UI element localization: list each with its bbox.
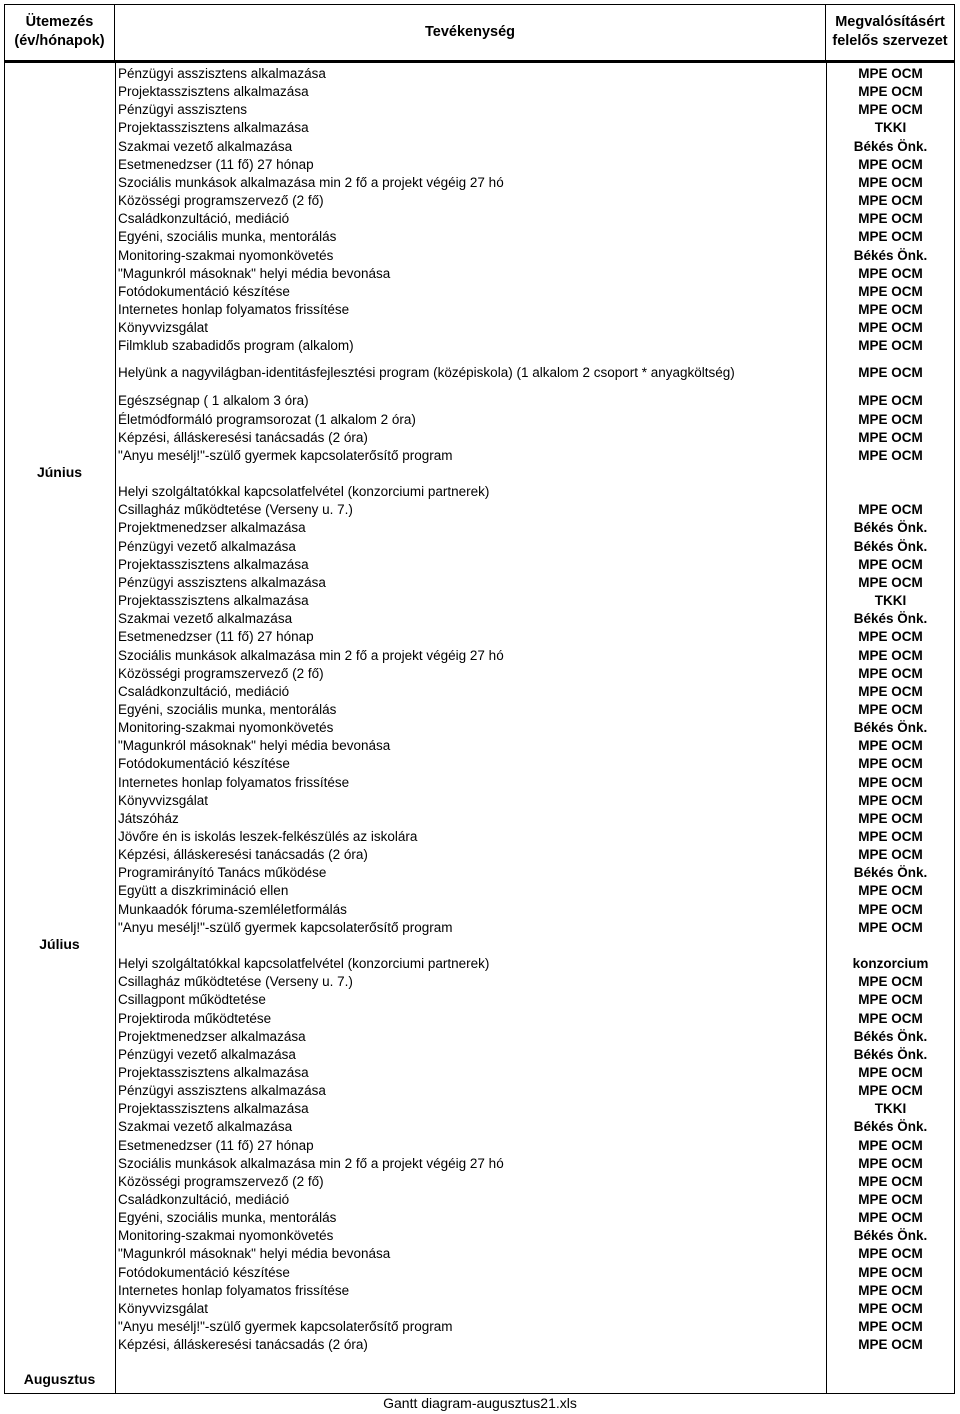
table-row: [4, 937, 955, 955]
responsible-cell: Békés Önk.: [853, 1119, 928, 1135]
activity-cell: Életmódformáló programsorozat (1 alkalom 2 óra): [118, 411, 416, 427]
responsible-cell: MPE OCM: [858, 556, 923, 572]
responsible-cell: konzorcium: [852, 956, 929, 972]
activity-cell: Pénzügyi asszisztens: [118, 102, 248, 118]
responsible-cell: MPE OCM: [858, 629, 923, 645]
activity-cell: Közösségi programszervező (2 fő): [118, 1173, 324, 1189]
responsible-cell: MPE OCM: [858, 447, 923, 463]
responsible-cell: MPE OCM: [858, 974, 923, 990]
responsible-cell: MPE OCM: [858, 393, 923, 409]
responsible-cell: MPE OCM: [858, 283, 923, 299]
activity-cell: Esetmenedzser (11 fő) 27 hónap: [118, 629, 314, 645]
responsible-cell: MPE OCM: [858, 102, 923, 118]
table-row: [4, 610, 955, 628]
responsible-cell: MPE OCM: [858, 1246, 923, 1262]
table-row: [4, 1010, 955, 1028]
table-row: [4, 483, 955, 501]
activity-cell: Projektasszisztens alkalmazása: [118, 593, 309, 609]
table-row: [4, 228, 955, 246]
table-row: [4, 1318, 955, 1336]
table-row: [4, 628, 955, 646]
table-row: [4, 538, 955, 556]
responsible-cell: MPE OCM: [858, 901, 923, 917]
table-row: [4, 465, 955, 483]
responsible-cell: MPE OCM: [858, 1282, 923, 1298]
activity-cell: Filmklub szabadidős program (alkalom): [118, 338, 354, 354]
responsible-cell: MPE OCM: [858, 574, 923, 590]
table-row: [4, 1064, 955, 1082]
table-row: [4, 1300, 955, 1318]
responsible-cell: MPE OCM: [858, 701, 923, 717]
activity-cell: Monitoring-szakmai nyomonkövetés: [118, 720, 334, 736]
responsible-cell: MPE OCM: [858, 1155, 923, 1171]
header-schedule: Ütemezés (év/hónapok): [4, 4, 115, 60]
activity-cell: Projektasszisztens alkalmazása: [118, 84, 309, 100]
table-row: [4, 1028, 955, 1046]
table-row: [4, 501, 955, 519]
activity-cell: "Magunkról másoknak" helyi média bevonása: [118, 1246, 391, 1262]
activity-cell: Játszóház: [118, 810, 179, 826]
responsible-cell: MPE OCM: [858, 1173, 923, 1189]
responsible-cell: MPE OCM: [858, 1210, 923, 1226]
responsible-cell: Békés Önk.: [853, 611, 928, 627]
table-row: [4, 973, 955, 991]
table-row: [4, 719, 955, 737]
responsible-cell: Békés Önk.: [853, 1028, 928, 1044]
responsible-cell: MPE OCM: [858, 265, 923, 281]
activity-cell: Fotódokumentáció készítése: [118, 283, 290, 299]
table-row: [4, 828, 955, 846]
responsible-cell: MPE OCM: [858, 683, 923, 699]
activity-cell: Családkonzultáció, mediáció: [118, 211, 290, 227]
activity-cell: Képzési, álláskeresési tanácsadás (2 óra): [118, 1337, 368, 1353]
activity-cell: "Anyu mesélj!"-szülő gyermek kapcsolaterősítő program: [118, 1319, 453, 1335]
activity-cell: Szociális munkások alkalmazása min 2 fő a projekt végéig 27 hó: [118, 1155, 504, 1171]
month-julius: Július: [39, 936, 80, 952]
activity-cell: Fotódokumentáció készítése: [118, 756, 290, 772]
table-row: [4, 683, 955, 701]
responsible-cell: MPE OCM: [858, 1319, 923, 1335]
activity-cell: Csillagpont működtetése: [118, 992, 266, 1008]
responsible-cell: MPE OCM: [858, 1010, 923, 1026]
table-row: [4, 364, 955, 382]
responsible-cell: MPE OCM: [858, 1083, 923, 1099]
table-row: [4, 864, 955, 882]
table-row: [4, 1173, 955, 1191]
responsible-cell: [826, 483, 955, 501]
table-row: [4, 919, 955, 937]
table-row: [4, 1100, 955, 1118]
activity-cell: Pénzügyi asszisztens alkalmazása: [118, 1083, 326, 1099]
activity-cell: Projektasszisztens alkalmazása: [118, 556, 309, 572]
activity-cell: Esetmenedzser (11 fő) 27 hónap: [118, 156, 314, 172]
table-row: [4, 1227, 955, 1245]
table-row: [4, 283, 955, 301]
table-row: [4, 592, 955, 610]
responsible-cell: MPE OCM: [858, 665, 923, 681]
table-row: [4, 101, 955, 119]
activity-cell: Helyünk a nagyvilágban-identitásfejlesztési program (középiskola) (1 alkalom 2 csoport * anyagköltség): [118, 365, 735, 381]
responsible-cell: Békés Önk.: [853, 138, 928, 154]
responsible-cell: [826, 937, 955, 955]
table-row: [4, 1209, 955, 1227]
table-row: [4, 156, 955, 174]
activity-cell: Projektasszisztens alkalmazása: [118, 120, 309, 136]
activity-cell: Könyvvizsgálat: [118, 1300, 209, 1316]
table-row: [4, 210, 955, 228]
responsible-cell: Békés Önk.: [853, 247, 928, 263]
responsible-cell: MPE OCM: [858, 647, 923, 663]
responsible-cell: MPE OCM: [858, 411, 923, 427]
responsible-cell: MPE OCM: [858, 502, 923, 518]
responsible-cell: TKKI: [874, 120, 907, 136]
table-row: [4, 265, 955, 283]
table-row: [4, 665, 955, 683]
responsible-cell: [826, 465, 955, 483]
table-row: [4, 1137, 955, 1155]
table-row: [4, 247, 955, 265]
activity-cell: Pénzügyi vezető alkalmazása: [118, 538, 296, 554]
activity-cell: Helyi szolgáltatókkal kapcsolatfelvétel (konzorciumi partnerek): [118, 956, 490, 972]
activity-cell: Projektiroda működtetése: [118, 1010, 272, 1026]
header-responsible: Megvalósításért felelős szervezet: [826, 4, 955, 60]
activity-cell: Esetmenedzser (11 fő) 27 hónap: [118, 1137, 314, 1153]
table-row: [4, 337, 955, 355]
table-row: [4, 65, 955, 83]
activity-cell: "Anyu mesélj!"-szülő gyermek kapcsolaterősítő program: [118, 447, 453, 463]
activity-cell: "Anyu mesélj!"-szülő gyermek kapcsolaterősítő program: [118, 919, 453, 935]
month-augusztus: Augusztus: [23, 1371, 96, 1387]
activity-cell: Családkonzultáció, mediáció: [118, 683, 290, 699]
activity-cell: Munkaadók fóruma-szemléletformálás: [118, 901, 347, 917]
responsible-cell: MPE OCM: [858, 1337, 923, 1353]
responsible-cell: Békés Önk.: [853, 1046, 928, 1062]
table-row: [4, 1264, 955, 1282]
responsible-cell: MPE OCM: [858, 847, 923, 863]
table-row: [4, 755, 955, 773]
activity-cell: Helyi szolgáltatókkal kapcsolatfelvétel (konzorciumi partnerek): [118, 484, 490, 500]
activity-cell: Könyvvizsgálat: [118, 320, 209, 336]
table-row: [4, 138, 955, 156]
activity-cell: Pénzügyi asszisztens alkalmazása: [118, 574, 326, 590]
table-row: [4, 519, 955, 537]
responsible-cell: TKKI: [874, 1101, 907, 1117]
activity-cell: Programirányító Tanács működése: [118, 865, 327, 881]
activity-cell: "Magunkról másoknak" helyi média bevonása: [118, 738, 391, 754]
table-row: [4, 1282, 955, 1300]
month-junius: Június: [36, 464, 83, 480]
table-row: [4, 319, 955, 337]
table-row: [4, 447, 955, 465]
activity-cell: Csillagház működtetése (Verseny u. 7.): [118, 974, 353, 990]
table-body: [4, 63, 955, 1394]
activity-cell: Internetes honlap folyamatos frissítése: [118, 774, 350, 790]
table-row: [4, 882, 955, 900]
table-row: [4, 792, 955, 810]
header-activity: Tevékenység: [115, 4, 826, 60]
activity-cell: Pénzügyi vezető alkalmazása: [118, 1046, 296, 1062]
table-row: [4, 119, 955, 137]
table-row: [4, 556, 955, 574]
activity-cell: Fotódokumentáció készítése: [118, 1264, 290, 1280]
table-row: [4, 810, 955, 828]
responsible-cell: MPE OCM: [858, 1137, 923, 1153]
activity-cell: Könyvvizsgálat: [118, 792, 209, 808]
responsible-cell: MPE OCM: [858, 756, 923, 772]
activity-cell: Internetes honlap folyamatos frissítése: [118, 301, 350, 317]
responsible-cell: MPE OCM: [858, 193, 923, 209]
table-row: [4, 1118, 955, 1136]
responsible-cell: MPE OCM: [858, 1064, 923, 1080]
activity-cell: Jövőre én is iskolás leszek-felkészülés az iskolára: [118, 829, 418, 844]
table-row: [4, 901, 955, 919]
activity-cell: Projektasszisztens alkalmazása: [118, 1064, 309, 1080]
table-row: [4, 1155, 955, 1173]
table-row: [4, 1336, 955, 1354]
table-row: [4, 1046, 955, 1064]
activity-cell: Szociális munkások alkalmazása min 2 fő a projekt végéig 27 hó: [118, 174, 504, 190]
table-row: [4, 1191, 955, 1209]
activity-cell: Közösségi programszervező (2 fő): [118, 665, 324, 681]
table-row: [4, 301, 955, 319]
table-row: [4, 192, 955, 210]
responsible-cell: MPE OCM: [858, 84, 923, 100]
activity-cell: Pénzügyi asszisztens alkalmazása: [118, 66, 326, 81]
activity-cell: Szakmai vezető alkalmazása: [118, 1119, 293, 1135]
responsible-cell: TKKI: [874, 593, 907, 609]
responsible-cell: MPE OCM: [858, 1264, 923, 1280]
table-row: [4, 991, 955, 1009]
table-row: [4, 174, 955, 192]
table-row: [4, 429, 955, 447]
table-row: [4, 737, 955, 755]
responsible-cell: MPE OCM: [858, 66, 923, 81]
activity-cell: Internetes honlap folyamatos frissítése: [118, 1282, 350, 1298]
table-row: [4, 846, 955, 864]
activity-cell: Szakmai vezető alkalmazása: [118, 611, 293, 627]
activity-cell: Képzési, álláskeresési tanácsadás (2 óra): [118, 847, 368, 863]
table-row: [4, 647, 955, 665]
activity-cell: "Magunkról másoknak" helyi média bevonása: [118, 265, 391, 281]
table-row: [4, 774, 955, 792]
activity-cell: Csillagház működtetése (Verseny u. 7.): [118, 502, 353, 518]
responsible-cell: MPE OCM: [858, 174, 923, 190]
table-row: [4, 955, 955, 973]
activity-cell: Projektasszisztens alkalmazása: [118, 1101, 309, 1117]
responsible-cell: MPE OCM: [858, 156, 923, 172]
activity-cell: Egyéni, szociális munka, mentorálás: [118, 229, 337, 245]
responsible-cell: MPE OCM: [858, 1192, 923, 1207]
responsible-cell: Békés Önk.: [853, 538, 928, 554]
activity-cell: Egyéni, szociális munka, mentorálás: [118, 701, 337, 717]
responsible-cell: MPE OCM: [858, 829, 923, 844]
responsible-cell: MPE OCM: [858, 738, 923, 754]
responsible-cell: Békés Önk.: [853, 865, 928, 881]
responsible-cell: Békés Önk.: [853, 520, 928, 536]
table-row: [4, 392, 955, 410]
table-row: [4, 701, 955, 719]
responsible-cell: MPE OCM: [858, 229, 923, 245]
activity-cell: Képzési, álláskeresési tanácsadás (2 óra): [118, 429, 368, 445]
activity-cell: Együtt a diszkrimináció ellen: [118, 883, 289, 899]
table-row: [4, 1082, 955, 1100]
responsible-cell: MPE OCM: [858, 211, 923, 227]
table-header: [4, 4, 955, 60]
activity-cell: Egyéni, szociális munka, mentorálás: [118, 1210, 337, 1226]
activity-cell: Közösségi programszervező (2 fő): [118, 193, 324, 209]
activity-cell: Monitoring-szakmai nyomonkövetés: [118, 247, 334, 263]
activity-cell: Egészségnap ( 1 alkalom 3 óra): [118, 393, 309, 409]
table-row: [4, 83, 955, 101]
activity-cell: Szociális munkások alkalmazása min 2 fő a projekt végéig 27 hó: [118, 647, 504, 663]
responsible-cell: Békés Önk.: [853, 1228, 928, 1244]
responsible-cell: MPE OCM: [858, 338, 923, 354]
responsible-cell: MPE OCM: [858, 429, 923, 445]
activity-cell: Monitoring-szakmai nyomonkövetés: [118, 1228, 334, 1244]
responsible-cell: MPE OCM: [858, 883, 923, 899]
responsible-cell: MPE OCM: [858, 810, 923, 826]
activity-cell: Projektmenedzser alkalmazása: [118, 520, 306, 536]
responsible-cell: MPE OCM: [858, 320, 923, 336]
table-row: [4, 411, 955, 429]
responsible-cell: Békés Önk.: [853, 720, 928, 736]
activity-cell: Szakmai vezető alkalmazása: [118, 138, 293, 154]
file-name-footer: Gantt diagram-augusztus21.xls: [383, 1395, 577, 1411]
responsible-cell: MPE OCM: [858, 792, 923, 808]
responsible-cell: MPE OCM: [858, 365, 923, 381]
responsible-cell: MPE OCM: [858, 301, 923, 317]
responsible-cell: MPE OCM: [858, 774, 923, 790]
responsible-cell: MPE OCM: [858, 919, 923, 935]
table-row: [4, 1245, 955, 1263]
table-row: [4, 574, 955, 592]
responsible-cell: MPE OCM: [858, 1300, 923, 1316]
responsible-cell: MPE OCM: [858, 992, 923, 1008]
activity-cell: Családkonzultáció, mediáció: [118, 1192, 290, 1207]
activity-cell: Projektmenedzser alkalmazása: [118, 1028, 306, 1044]
